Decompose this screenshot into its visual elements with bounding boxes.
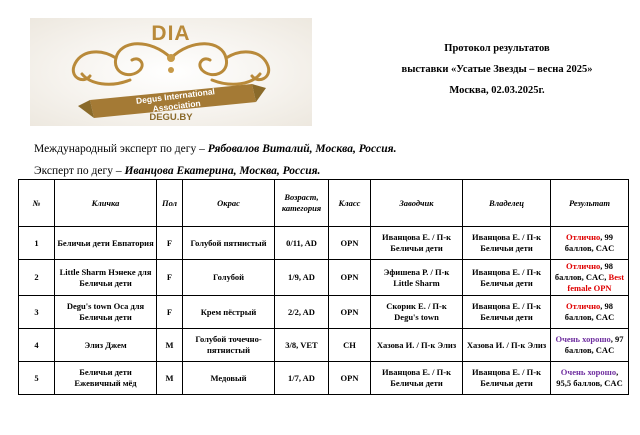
table-row	[19, 296, 629, 329]
show-place-date: Москва, 02.03.2025г.	[449, 85, 545, 96]
protocol-header	[382, 38, 612, 101]
table-row	[19, 260, 629, 296]
cell-color: Голубой пятнистый	[183, 227, 275, 260]
header-owner: Владелец	[463, 180, 551, 227]
cell-color: Медовый	[183, 362, 275, 395]
header-number: №	[19, 180, 55, 227]
cell-class: OPN	[329, 227, 371, 260]
cell-owner: Иванцова Е. / П-к Беличьи дети	[463, 362, 551, 395]
cell-number: 2	[19, 260, 55, 296]
header-result: Результат	[551, 180, 629, 227]
table-row	[19, 362, 629, 395]
cell-breeder: Хазова И. / П-к Элиз	[371, 329, 463, 362]
cell-age: 3/8, VET	[275, 329, 329, 362]
cell-class: OPN	[329, 296, 371, 329]
intl-expert-label: Международный эксперт по дегу –	[34, 143, 208, 155]
cell-number: 3	[19, 296, 55, 329]
protocol-title: Протокол результатов	[444, 43, 550, 54]
result-details: , 99 баллов, CAC	[564, 232, 615, 253]
cell-result	[551, 227, 629, 260]
intl-expert-name: Рябовалов Виталий, Москва, Россия.	[207, 143, 397, 155]
header-sex: Пол	[157, 180, 183, 227]
show-name: выставки «Усатые Звезды – весна 2025»	[401, 64, 593, 75]
cell-color: Голубой точечно-пятнистый	[183, 329, 275, 362]
cell-result	[551, 296, 629, 329]
cell-name: Элиз Джем	[55, 329, 157, 362]
cell-number: 1	[19, 227, 55, 260]
result-details: , 98 баллов, CAC	[564, 301, 615, 322]
cell-breeder: Иванцова Е. / П-к Беличьи дети	[371, 362, 463, 395]
result-details: , 97 баллов, CAC	[564, 334, 624, 355]
result-award: Best female OPN	[567, 272, 625, 293]
result-details: , 98 баллов, CAC,	[554, 261, 613, 282]
cell-class: OPN	[329, 362, 371, 395]
logo-banner-text: Degus International Association	[135, 86, 216, 114]
cell-breeder: Иванцова Е. / П-к Беличьи дети	[371, 227, 463, 260]
cell-number: 5	[19, 362, 55, 395]
result-grade: Отлично	[566, 261, 601, 271]
cell-number: 4	[19, 329, 55, 362]
cell-result	[551, 362, 629, 395]
cell-name: Degu's town Оса для Беличьи дети	[55, 296, 157, 329]
header-color: Окрас	[183, 180, 275, 227]
cell-sex: F	[157, 227, 183, 260]
cell-breeder: Эфишева Р. / П-к Little Sharm	[371, 260, 463, 296]
experts-block	[34, 138, 396, 182]
cell-owner: Иванцова Е. / П-к Беличьи дети	[463, 227, 551, 260]
logo-url: DEGU.BY	[149, 112, 193, 123]
cell-sex: M	[157, 329, 183, 362]
header-breeder: Заводчик	[371, 180, 463, 227]
result-grade: Очень хорошо	[555, 334, 611, 344]
header-age: Возраст, категория	[275, 180, 329, 227]
cell-breeder: Скорик Е. / П-к Degu's town	[371, 296, 463, 329]
cell-age: 0/11, AD	[275, 227, 329, 260]
cell-age: 1/7, AD	[275, 362, 329, 395]
results-table	[18, 179, 629, 395]
cell-name: Беличьи дети Ежевичный мёд	[55, 362, 157, 395]
expert-name: Иванцова Екатерина, Москва, Россия.	[124, 165, 321, 177]
header-name: Кличка	[55, 180, 157, 227]
logo-title: DIA	[151, 22, 191, 45]
cell-name: Беличьи дети Евпатория	[55, 227, 157, 260]
result-grade: Отлично	[566, 232, 601, 242]
cell-age: 1/9, AD	[275, 260, 329, 296]
result-grade: Очень хорошо	[560, 367, 617, 377]
cell-color: Крем пёстрый	[183, 296, 275, 329]
table-row	[19, 227, 629, 260]
cell-sex: F	[157, 260, 183, 296]
dia-logo	[30, 18, 312, 126]
expert-label: Эксперт по дегу –	[34, 165, 125, 177]
cell-result	[551, 329, 629, 362]
header-class: Класс	[329, 180, 371, 227]
cell-sex: F	[157, 296, 183, 329]
cell-owner: Иванцова Е. / П-к Беличьи дети	[463, 296, 551, 329]
table-row	[19, 329, 629, 362]
result-grade: Отлично	[566, 301, 601, 311]
table-header-row	[19, 180, 629, 227]
cell-class: OPN	[329, 260, 371, 296]
cell-result	[551, 260, 629, 296]
intl-expert-line	[34, 138, 396, 160]
cell-owner: Хазова И. / П-к Элиз	[463, 329, 551, 362]
cell-name: Little Sharm Нэнеке для Беличьи дети	[55, 260, 157, 296]
cell-class: CH	[329, 329, 371, 362]
result-details: , 95,5 баллов, CAC	[556, 367, 623, 388]
cell-color: Голубой	[183, 260, 275, 296]
cell-age: 2/2, AD	[275, 296, 329, 329]
cell-owner: Иванцова Е. / П-к Беличьи дети	[463, 260, 551, 296]
cell-sex: M	[157, 362, 183, 395]
